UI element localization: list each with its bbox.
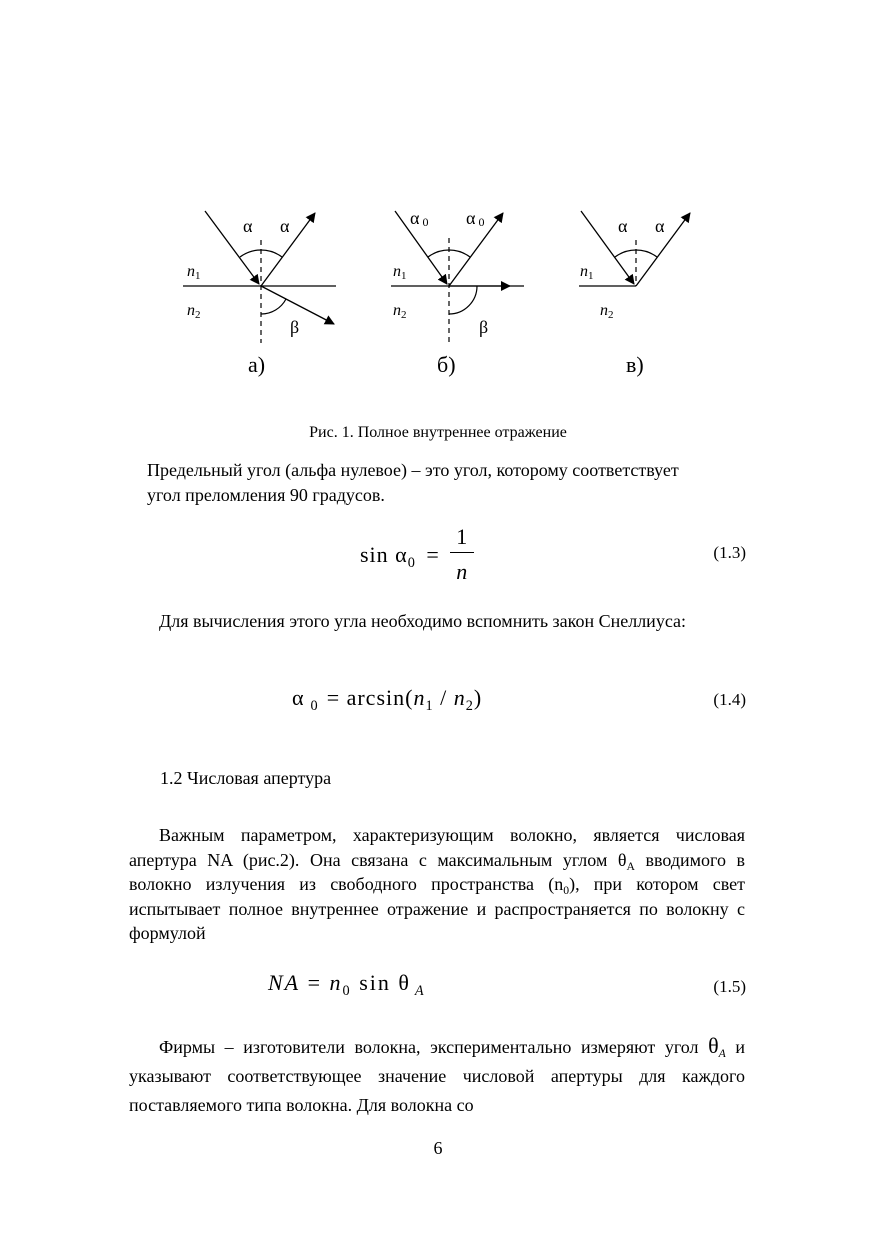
panel-label-a: а) xyxy=(248,352,266,377)
n2-label: n2 xyxy=(187,302,201,321)
angle-beta: β xyxy=(479,317,489,337)
equation-1-5: NA = $n_0$ sin θ $_A$ xyxy=(268,970,426,999)
figure-total-internal-reflection xyxy=(0,195,876,390)
equation-1-4: α $_0 = \arcsin(n_1 / n_2)$ xyxy=(292,685,483,714)
paragraph-snell: Для вычисления этого угла необходимо вспомнить закон Снеллиуса: xyxy=(159,611,687,631)
panel-label-b: б) xyxy=(437,352,456,377)
page-number: 6 xyxy=(433,1138,443,1158)
angle-beta: β xyxy=(290,317,300,337)
paragraph-manufacturers: Фирмы – изготовители волокна, экспериментально измеряют угол $\theta_A$ и указывают соответствующее значение числовой апертуры для каждого поставляемого типа волокна. Для волокна со xyxy=(129,1033,746,1115)
section-heading: 1.2 Числовая апертура xyxy=(160,768,332,788)
n1-label: n1 xyxy=(187,263,201,282)
figure-panel-b xyxy=(391,208,524,377)
eq13-equals: = xyxy=(426,541,440,567)
figure-panel-a xyxy=(183,211,336,377)
n1-label: n1 xyxy=(393,263,407,282)
n1-label: n1 xyxy=(580,263,594,282)
n2-label: n2 xyxy=(600,302,614,321)
equation-1-3 xyxy=(360,524,474,585)
angle-alpha0-right: α 0 xyxy=(466,208,485,229)
eq13-numerator: 1 xyxy=(450,524,474,553)
paragraph-critical-angle: Предельный угол (альфа нулевое) – это угол, которому соответствует угол преломления 90 градусов. xyxy=(147,460,679,505)
equation-number-1-3: (1.3) xyxy=(713,543,746,562)
angle-alpha-left: α xyxy=(243,216,253,236)
angle-alpha0-left: α 0 xyxy=(410,208,429,229)
panel-label-c: в) xyxy=(626,352,644,377)
angle-alpha-right: α xyxy=(280,216,290,236)
eq13-denominator: n xyxy=(456,559,469,584)
equation-number-1-5: (1.5) xyxy=(713,977,746,996)
paragraph-numerical-aperture: Важным параметром, характеризующим волокно, является числовая апертура NA (рис.2). Она связана с максимальным углом $\theta_A$ вводимого в волокно излучения из свободного пространства $(n_0)$, при котором свет испытывает полное внутреннее отражение и распространяется по волокну с формулой xyxy=(129,825,745,943)
eq13-fraction xyxy=(450,524,474,585)
eq13-lhs: $\sin \alpha_0$ xyxy=(360,541,416,571)
figure-panel-c xyxy=(579,211,690,377)
n2-label: n2 xyxy=(393,302,407,321)
figure-caption: Рис. 1. Полное внутреннее отражение xyxy=(309,424,567,441)
angle-alpha-left: α xyxy=(618,216,628,236)
equation-number-1-4: (1.4) xyxy=(713,690,746,709)
angle-alpha-right: α xyxy=(655,216,665,236)
